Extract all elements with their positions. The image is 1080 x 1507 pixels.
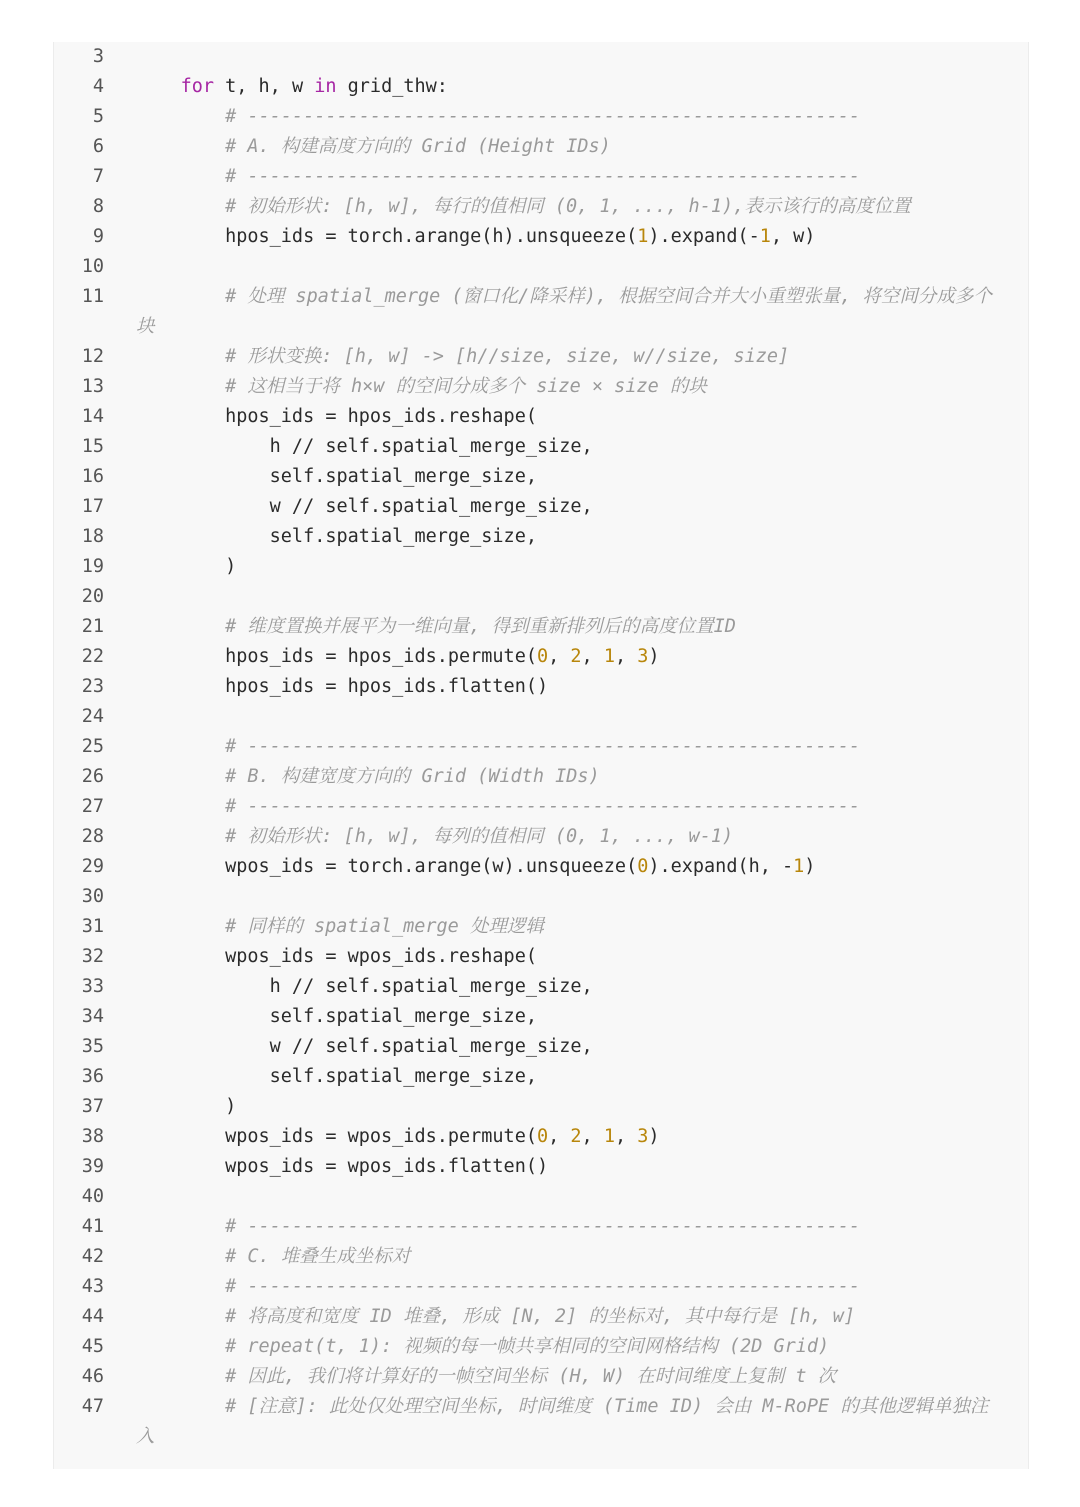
- code-token: h // self.spatial_merge_size,: [136, 976, 593, 997]
- code-token: ): [804, 856, 816, 877]
- code-line: [54, 462, 1028, 492]
- line-number: 43: [81, 1276, 104, 1297]
- code-text: [136, 102, 860, 132]
- line-number: 36: [81, 1066, 104, 1087]
- code-text: [136, 1122, 660, 1152]
- comment-token: # -------------------------------------------------------: [225, 166, 860, 187]
- number-token: 0: [536, 646, 549, 667]
- code-token: [136, 916, 225, 937]
- code-token: [136, 826, 225, 847]
- code-token: self.spatial_merge_size,: [136, 1006, 537, 1027]
- code-token: w // self.spatial_merge_size,: [136, 1036, 593, 1057]
- comment-token: # 初始形状: [h, w], 每行的值相同 (0, 1, ..., h-1),表示该行的高度位置: [225, 196, 911, 217]
- code-text: [136, 1032, 593, 1062]
- code-text: [136, 1392, 988, 1422]
- code-line: [54, 432, 1028, 462]
- code-text: [136, 972, 593, 1002]
- code-line: [54, 492, 1028, 522]
- comment-token: # repeat(t, 1): 视频的每一帧共享相同的空间网格结构 (2D Grid): [225, 1336, 830, 1357]
- code-line: [54, 852, 1028, 882]
- code-token: [136, 616, 225, 637]
- code-line: [54, 372, 1028, 402]
- line-number: 28: [81, 826, 104, 847]
- code-line: [54, 672, 1028, 702]
- code-line: [54, 552, 1028, 582]
- number-token: 0: [637, 856, 649, 877]
- number-token: 1: [603, 1126, 615, 1147]
- code-token: [136, 76, 181, 97]
- line-number: 34: [81, 1006, 104, 1027]
- comment-token: # 处理 spatial_merge (窗口化/降采样), 根据空间合并大小重塑张量, 将空间分成多个: [225, 286, 992, 307]
- number-token: 1: [793, 856, 805, 877]
- code-line: [54, 342, 1028, 372]
- code-line: [54, 1302, 1028, 1332]
- line-number: 14: [81, 406, 104, 427]
- line-number: 31: [81, 916, 104, 937]
- line-number: 9: [92, 226, 104, 247]
- code-token: wpos_ids = torch.arange(w).unsqueeze(: [136, 856, 638, 877]
- code-token: w // self.spatial_merge_size,: [136, 496, 593, 517]
- line-number: 38: [81, 1126, 104, 1147]
- code-text: [136, 732, 860, 762]
- line-number: 30: [81, 886, 104, 907]
- code-token: grid_thw:: [336, 76, 448, 97]
- code-line: [54, 162, 1028, 192]
- code-text: [136, 222, 815, 252]
- code-text: [136, 1092, 236, 1122]
- code-line: [54, 1152, 1028, 1182]
- line-number: 44: [81, 1306, 104, 1327]
- code-text: [136, 132, 611, 162]
- code-text: [136, 1302, 855, 1332]
- code-text: [136, 792, 860, 822]
- line-number: 24: [81, 706, 104, 727]
- comment-token: # 形状变换: [h, w] -> [h//size, size, w//size, size]: [225, 346, 790, 367]
- line-number: 7: [92, 166, 104, 187]
- code-token: ,: [581, 1126, 604, 1147]
- code-token: [136, 736, 225, 757]
- line-number: 18: [81, 526, 104, 547]
- code-text: [136, 822, 733, 852]
- code-line: [54, 642, 1028, 672]
- code-text: [136, 522, 537, 552]
- code-token: ): [136, 1096, 237, 1117]
- code-line: [54, 192, 1028, 222]
- line-number: 33: [81, 976, 104, 997]
- comment-token: # [注意]: 此处仅处理空间坐标, 时间维度 (Time ID) 会由 M-RoPE 的其他逻辑单独注: [225, 1396, 989, 1417]
- code-token: wpos_ids = wpos_ids.permute(: [136, 1126, 537, 1147]
- code-token: h // self.spatial_merge_size,: [136, 436, 593, 457]
- code-line: [54, 1002, 1028, 1032]
- code-line: [54, 792, 1028, 822]
- code-text: [136, 72, 448, 102]
- code-text: [136, 762, 600, 792]
- number-token: 0: [536, 1126, 549, 1147]
- code-token: [136, 1336, 225, 1357]
- code-token: [136, 196, 225, 217]
- code-token: [136, 1306, 225, 1327]
- code-block: [53, 42, 1029, 1469]
- line-number: 41: [81, 1216, 104, 1237]
- code-line: [54, 1122, 1028, 1152]
- code-line: [54, 522, 1028, 552]
- code-text: [136, 1212, 860, 1242]
- line-number: 42: [81, 1246, 104, 1267]
- code-line: [54, 1272, 1028, 1302]
- keyword-token: for: [180, 76, 214, 97]
- code-text: [136, 1272, 860, 1302]
- code-token: ,: [581, 646, 604, 667]
- code-line: [54, 942, 1028, 972]
- code-token: self.spatial_merge_size,: [136, 526, 537, 547]
- line-number: 39: [81, 1156, 104, 1177]
- code-token: hpos_ids = hpos_ids.flatten(): [136, 676, 549, 697]
- code-token: self.spatial_merge_size,: [136, 466, 537, 487]
- line-number: 13: [81, 376, 104, 397]
- code-text: [136, 342, 789, 372]
- comment-token: # A. 构建高度方向的 Grid (Height IDs): [225, 136, 611, 157]
- code-text: [136, 372, 707, 402]
- code-line: [54, 762, 1028, 792]
- comment-token: # 初始形状: [h, w], 每列的值相同 (0, 1, ..., w-1): [225, 826, 734, 847]
- line-number: 45: [81, 1336, 104, 1357]
- code-text: [136, 432, 593, 462]
- code-token: hpos_ids = hpos_ids.permute(: [136, 646, 537, 667]
- line-number: 40: [81, 1186, 104, 1207]
- code-text: [136, 612, 736, 642]
- comment-token: # 这相当于将 h×w 的空间分成多个 size × size 的块: [225, 376, 707, 397]
- comment-token: # 同样的 spatial_merge 处理逻辑: [225, 916, 544, 937]
- wrapped-text: 入: [136, 1426, 155, 1447]
- code-token: wpos_ids = wpos_ids.reshape(: [136, 946, 537, 967]
- wrapped-line-continuation: [54, 312, 1028, 342]
- code-token: t, h, w: [213, 76, 315, 97]
- code-line: [54, 222, 1028, 252]
- line-number: 12: [81, 346, 104, 367]
- code-text: [136, 1002, 537, 1032]
- code-text: [136, 492, 593, 522]
- line-number: 4: [92, 76, 104, 97]
- code-text: [136, 852, 815, 882]
- code-text: [136, 1062, 537, 1092]
- number-token: 1: [603, 646, 615, 667]
- code-text: [136, 282, 992, 312]
- code-line: [54, 72, 1028, 102]
- code-line: [54, 1362, 1028, 1392]
- comment-token: # 将高度和宽度 ID 堆叠, 形成 [N, 2] 的坐标对, 其中每行是 [h, w]: [225, 1306, 856, 1327]
- code-token: [136, 136, 225, 157]
- comment-token: # -------------------------------------------------------: [225, 106, 860, 127]
- line-number: 37: [81, 1096, 104, 1117]
- number-token: 2: [570, 646, 582, 667]
- line-number: 25: [81, 736, 104, 757]
- line-number: 3: [92, 46, 104, 67]
- code-line: [54, 732, 1028, 762]
- code-text: [136, 402, 537, 432]
- code-line: [54, 972, 1028, 1002]
- line-number: 35: [81, 1036, 104, 1057]
- code-line: [54, 1062, 1028, 1092]
- code-text: [136, 912, 544, 942]
- code-line: [54, 42, 1028, 72]
- comment-token: # -------------------------------------------------------: [225, 736, 860, 757]
- code-token: wpos_ids = wpos_ids.flatten(): [136, 1156, 549, 1177]
- code-token: [136, 376, 225, 397]
- code-token: hpos_ids = hpos_ids.reshape(: [136, 406, 537, 427]
- code-text: [136, 462, 537, 492]
- code-token: ): [648, 646, 660, 667]
- line-number: 19: [81, 556, 104, 577]
- number-token: 1: [637, 226, 649, 247]
- code-token: [136, 106, 225, 127]
- comment-token: # 维度置换并展平为一维向量, 得到重新排列后的高度位置ID: [225, 616, 736, 637]
- wrapped-text: 块: [136, 316, 155, 337]
- code-token: [136, 1216, 225, 1237]
- comment-token: # C. 堆叠生成坐标对: [225, 1246, 411, 1267]
- code-token: [136, 1366, 225, 1387]
- comment-token: # 因此, 我们将计算好的一帧空间坐标 (H, W) 在时间维度上复制 t 次: [225, 1366, 837, 1387]
- code-line: [54, 252, 1028, 282]
- comment-token: # -------------------------------------------------------: [225, 1216, 860, 1237]
- code-line: [54, 882, 1028, 912]
- code-line: [54, 612, 1028, 642]
- code-token: ): [648, 1126, 660, 1147]
- code-text: [136, 642, 660, 672]
- line-number: 21: [81, 616, 104, 637]
- code-line: [54, 702, 1028, 732]
- line-number: 6: [92, 136, 104, 157]
- line-number: 29: [81, 856, 104, 877]
- code-text: [136, 552, 236, 582]
- code-token: self.spatial_merge_size,: [136, 1066, 537, 1087]
- code-token: [136, 796, 225, 817]
- wrapped-line-continuation: [54, 1422, 1028, 1452]
- code-token: [136, 346, 225, 367]
- code-text: [136, 942, 537, 972]
- line-number: 16: [81, 466, 104, 487]
- line-number: 46: [81, 1366, 104, 1387]
- line-number: 11: [81, 286, 104, 307]
- code-line: [54, 1392, 1028, 1422]
- code-line: [54, 1332, 1028, 1362]
- line-number: 32: [81, 946, 104, 967]
- code-token: hpos_ids = torch.arange(h).unsqueeze(: [136, 226, 638, 247]
- comment-token: # -------------------------------------------------------: [225, 1276, 860, 1297]
- code-text: [136, 1242, 410, 1272]
- code-line: [54, 1092, 1028, 1122]
- number-token: 2: [570, 1126, 582, 1147]
- line-number: 15: [81, 436, 104, 457]
- code-text: [136, 1152, 548, 1182]
- code-line: [54, 1242, 1028, 1272]
- code-line: [54, 582, 1028, 612]
- code-token: , w): [770, 226, 816, 247]
- code-token: [136, 286, 225, 307]
- code-token: ,: [614, 1126, 638, 1147]
- number-token: 3: [637, 1126, 649, 1147]
- line-number: 27: [81, 796, 104, 817]
- code-text: [136, 192, 911, 222]
- code-text: [136, 162, 860, 192]
- code-line: [54, 102, 1028, 132]
- line-number: 5: [92, 106, 104, 127]
- code-line: [54, 402, 1028, 432]
- code-token: [136, 1396, 225, 1417]
- code-token: [136, 766, 225, 787]
- code-line: [54, 282, 1028, 312]
- code-text: [136, 672, 548, 702]
- code-line: [54, 822, 1028, 852]
- number-token: 3: [637, 646, 649, 667]
- code-token: ).expand(-: [648, 226, 760, 247]
- comment-token: # B. 构建宽度方向的 Grid (Width IDs): [225, 766, 600, 787]
- code-token: ,: [548, 1126, 571, 1147]
- code-line: [54, 132, 1028, 162]
- code-text: [136, 1362, 836, 1392]
- code-line: [54, 1182, 1028, 1212]
- code-token: ,: [548, 646, 571, 667]
- number-token: 1: [759, 226, 771, 247]
- keyword-token: in: [314, 76, 337, 97]
- line-number: 22: [81, 646, 104, 667]
- code-token: ).expand(h, -: [648, 856, 794, 877]
- line-number: 8: [92, 196, 104, 217]
- comment-token: # -------------------------------------------------------: [225, 796, 860, 817]
- line-number: 17: [81, 496, 104, 517]
- code-token: ,: [614, 646, 638, 667]
- code-line: [54, 1212, 1028, 1242]
- code-text: [136, 1332, 829, 1362]
- code-line: [54, 1032, 1028, 1062]
- line-number: 10: [81, 256, 104, 277]
- code-token: ): [136, 556, 237, 577]
- line-number: 47: [81, 1396, 104, 1417]
- line-number: 26: [81, 766, 104, 787]
- code-token: [136, 166, 225, 187]
- code-token: [136, 1276, 225, 1297]
- code-token: [136, 1246, 225, 1267]
- code-line: [54, 912, 1028, 942]
- line-number: 20: [81, 586, 104, 607]
- line-number: 23: [81, 676, 104, 697]
